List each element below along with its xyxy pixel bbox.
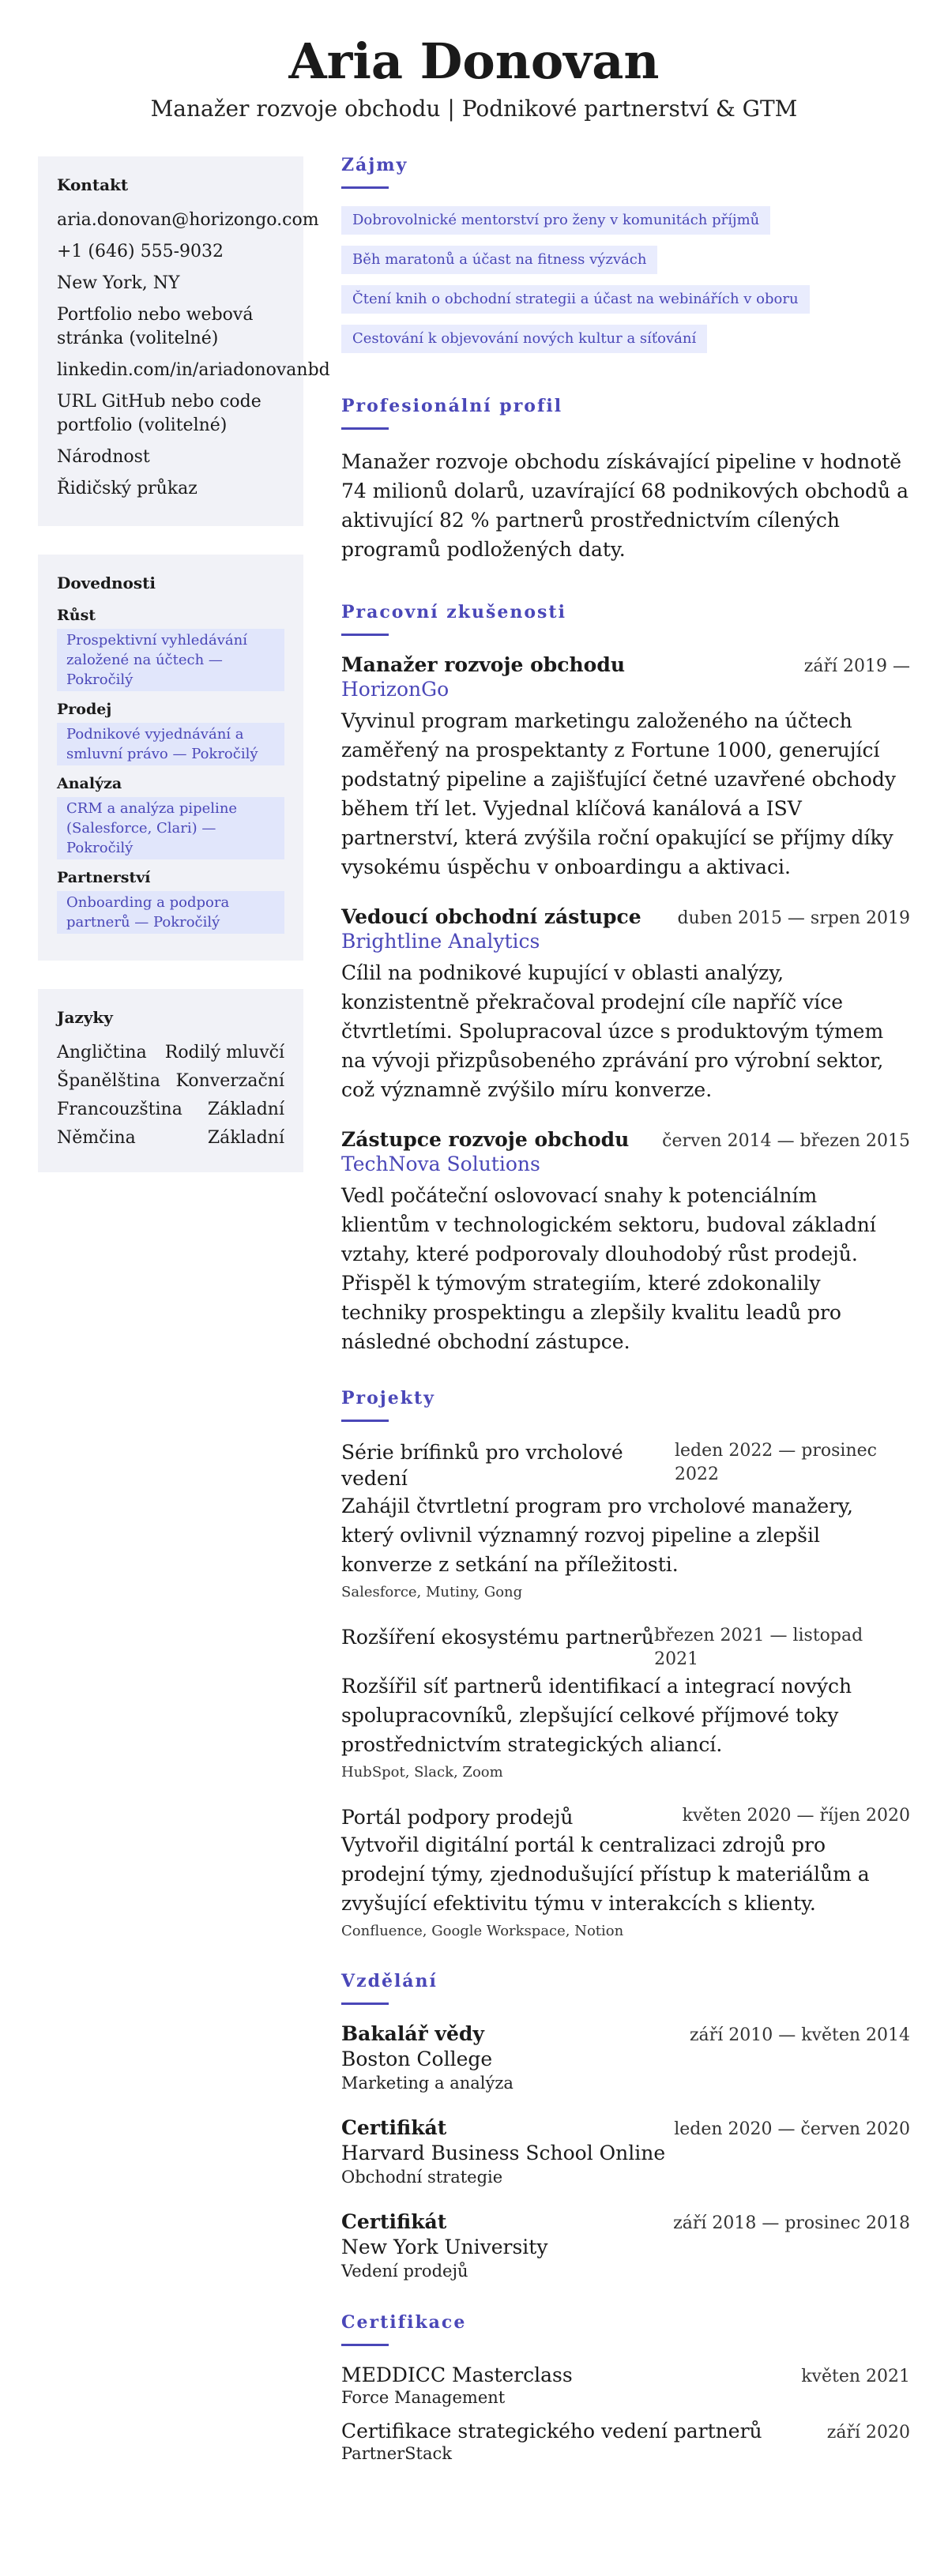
job-description: Vedl počáteční oslovovací snahy k potenciálním klientům v technologickém sektoru, budoval základní vztahy, které podporovaly dlouhodobý růst prodejů. Přispěl k týmovým strategiím, které zdokonalily techniky prospektingu a zlepšily kvalitu leadů pro následné obchodní zástupce. bbox=[341, 1184, 876, 1353]
education-entry bbox=[341, 2116, 910, 2187]
interests-section bbox=[341, 155, 910, 364]
profile-title: Profesionální profil bbox=[341, 396, 563, 416]
section-divider bbox=[341, 634, 389, 636]
project-description: Vytvořil digitální portál k centralizaci zdrojů pro prodejní týmy, zjednodušující přístup k materiálům a zvyšující efektivitu týmu v interakcích s klienty. bbox=[341, 1833, 870, 1915]
job-dates: duben 2015 — srpen 2019 bbox=[677, 908, 910, 928]
project-entry bbox=[341, 1804, 910, 1939]
main-content bbox=[341, 155, 910, 2476]
resume-header bbox=[0, 0, 948, 123]
experience-title: Pracovní zkušenosti bbox=[341, 602, 566, 622]
certification-entry bbox=[341, 2420, 910, 2463]
certifications-title: Certifikace bbox=[341, 2312, 467, 2333]
job-company: TechNova Solutions bbox=[341, 1153, 540, 1175]
language-name: Němčina bbox=[57, 1128, 136, 1148]
education-entry bbox=[341, 2210, 910, 2281]
language-level: Základní bbox=[207, 1100, 284, 1119]
contact-linkedin[interactable]: linkedin.com/in/ariadonovanbd bbox=[57, 360, 330, 380]
project-tech-stack: Salesforce, Mutiny, Gong bbox=[341, 1584, 523, 1600]
sidebar bbox=[38, 156, 330, 1201]
projects-section bbox=[341, 1388, 910, 1939]
project-description: Rozšířil síť partnerů identifikací a integrací nových spolupracovníků, zlepšující celkové příjmové toky prostřednictvím strategických aliancí. bbox=[341, 1675, 852, 1756]
job-company: HorizonGo bbox=[341, 678, 450, 701]
section-divider bbox=[341, 2344, 389, 2346]
certification-entry bbox=[341, 2364, 910, 2407]
project-title: Série brífinků pro vrcholové vedení bbox=[341, 1441, 623, 1490]
job-description: Vyvinul program marketingu založeného na účtech zaměřený na prospektanty z Fortune 1000, generující podstatný pipeline a zajišťující četné uzavřené obchody během tří let. Vyjednal klíčová kanálová a ISV partnerství, která zvýšila roční opakující se příjmy díky vysokému úspěchu v onboardingu a aktivaci. bbox=[341, 709, 896, 878]
education-dates: září 2018 — prosinec 2018 bbox=[673, 2213, 910, 2233]
skill-tag: Prospektivní vyhledávání založené na účtech — Pokročilý bbox=[57, 629, 284, 691]
skill-group-name: Partnerství bbox=[57, 869, 151, 886]
certification-issuer: PartnerStack bbox=[341, 2444, 453, 2463]
education-field: Marketing a analýza bbox=[341, 2074, 514, 2093]
language-name: Angličtina bbox=[57, 1043, 147, 1062]
education-school: New York University bbox=[341, 2236, 548, 2258]
job-dates: září 2019 — bbox=[803, 656, 910, 676]
experience-section bbox=[341, 602, 910, 1356]
interest-tag: Dobrovolnické mentorství pro ženy v komunitách příjmů bbox=[341, 206, 770, 235]
skill-group-name: Růst bbox=[57, 607, 96, 624]
job-title: Vedoucí obchodní zástupce bbox=[341, 905, 641, 928]
contact-phone[interactable]: +1 (646) 555-9032 bbox=[57, 242, 224, 261]
projects-title: Projekty bbox=[341, 1388, 435, 1408]
education-section bbox=[341, 1971, 910, 2281]
project-entry bbox=[341, 1439, 910, 1600]
language-row bbox=[57, 1041, 284, 1065]
education-dates: září 2010 — květen 2014 bbox=[689, 2025, 910, 2045]
education-title: Vzdělání bbox=[341, 1971, 438, 1991]
interest-tag: Cestování k objevování nových kultur a síťování bbox=[341, 325, 707, 353]
project-dates: březen 2021 — listopad 2021 bbox=[654, 1626, 863, 1669]
education-school: Harvard Business School Online bbox=[341, 2142, 666, 2164]
contact-portfolio[interactable]: Portfolio nebo webová stránka (volitelné) bbox=[57, 305, 254, 348]
language-level: Základní bbox=[207, 1128, 284, 1148]
project-entry bbox=[341, 1624, 910, 1781]
contact-location: New York, NY bbox=[57, 273, 180, 293]
job-company: Brightline Analytics bbox=[341, 930, 540, 953]
skill-group bbox=[57, 869, 284, 934]
education-degree: Certifikát bbox=[341, 2116, 447, 2139]
profile-section bbox=[341, 396, 910, 564]
language-level: Konverzační bbox=[175, 1071, 284, 1091]
job-description: Cílil na podnikové kupující v oblasti analýzy, konzistentně překračoval prodejní cíle napříč více čtvrtletími. Spolupracoval úzce s produktovým týmem na vývoji přizpůsobeného zprávání pro výrobní sektor, což významně zvýšilo míru konverze. bbox=[341, 961, 884, 1101]
education-degree: Certifikát bbox=[341, 2210, 447, 2233]
skill-tag: Onboarding a podpora partnerů — Pokročilý bbox=[57, 891, 284, 934]
interests-title: Zájmy bbox=[341, 155, 408, 175]
skill-group bbox=[57, 607, 284, 691]
certification-name: MEDDICC Masterclass bbox=[341, 2364, 573, 2386]
skill-tag: Podnikové vyjednávání a smluvní právo — Pokročilý bbox=[57, 723, 284, 765]
candidate-name: Aria Donovan bbox=[288, 32, 660, 90]
language-row bbox=[57, 1070, 284, 1093]
education-degree: Bakalář vědy bbox=[341, 2022, 484, 2045]
job-title: Manažer rozvoje obchodu bbox=[341, 653, 626, 676]
contact-driving-license: Řidičský průkaz bbox=[57, 479, 198, 498]
interest-tag: Čtení knih o obchodní strategii a účast na webinářích v oboru bbox=[341, 285, 810, 314]
contact-card bbox=[38, 156, 330, 526]
section-divider bbox=[341, 2003, 389, 2005]
project-title: Rozšíření ekosystému partnerů bbox=[341, 1626, 654, 1649]
language-row bbox=[57, 1098, 284, 1122]
skill-group-name: Prodej bbox=[57, 701, 112, 718]
section-divider bbox=[341, 1420, 389, 1422]
project-tech-stack: HubSpot, Slack, Zoom bbox=[341, 1764, 503, 1781]
skills-card bbox=[38, 555, 303, 961]
project-dates: leden 2022 — prosinec 2022 bbox=[675, 1441, 877, 1484]
certification-date: květen 2021 bbox=[801, 2367, 910, 2386]
job-title: Zástupce rozvoje obchodu bbox=[341, 1128, 630, 1151]
project-tech-stack: Confluence, Google Workspace, Notion bbox=[341, 1923, 624, 1939]
job-entry bbox=[341, 905, 910, 1104]
skill-tag: CRM a analýza pipeline (Salesforce, Clari) — Pokročilý bbox=[57, 797, 284, 859]
language-row bbox=[57, 1126, 284, 1150]
languages-card bbox=[38, 989, 303, 1172]
skills-title: Dovednosti bbox=[57, 573, 156, 592]
contact-title: Kontakt bbox=[57, 175, 129, 194]
certification-name: Certifikace strategického vedení partnerů bbox=[341, 2420, 762, 2442]
certifications-section bbox=[341, 2312, 910, 2463]
language-level: Rodilý mluvčí bbox=[164, 1043, 284, 1062]
project-dates: květen 2020 — říjen 2020 bbox=[682, 1806, 910, 1826]
interest-tag: Běh maratonů a účast na fitness výzvách bbox=[341, 246, 657, 274]
languages-title: Jazyky bbox=[57, 1008, 113, 1027]
job-entry bbox=[341, 653, 910, 882]
contact-email[interactable]: aria.donovan@horizongo.com bbox=[57, 210, 319, 230]
language-name: Francouzština bbox=[57, 1100, 182, 1119]
certification-date: září 2020 bbox=[826, 2423, 910, 2442]
project-description: Zahájil čtvrtletní program pro vrcholové manažery, který ovlivnil významný rozvoj pipeline a zlepšil konverze z setkání na příležitosti. bbox=[341, 1495, 853, 1576]
skill-group bbox=[57, 775, 284, 859]
contact-nationality: Národnost bbox=[57, 447, 150, 467]
project-title: Portál podpory prodejů bbox=[341, 1806, 574, 1829]
education-field: Obchodní strategie bbox=[341, 2168, 503, 2187]
skill-group-name: Analýza bbox=[57, 775, 122, 792]
candidate-headline: Manažer rozvoje obchodu | Podnikové partnerství & GTM bbox=[150, 96, 798, 122]
education-dates: leden 2020 — červen 2020 bbox=[674, 2119, 910, 2139]
skill-group bbox=[57, 701, 284, 765]
job-dates: červen 2014 — březen 2015 bbox=[662, 1131, 910, 1151]
profile-summary: Manažer rozvoje obchodu získávající pipeline v hodnotě 74 milionů dolarů, uzavírající 68 podnikových obchodů a aktivující 82 % partnerů prostřednictvím cílených programů podložených daty. bbox=[341, 450, 908, 561]
education-entry bbox=[341, 2022, 910, 2093]
language-name: Španělština bbox=[57, 1071, 160, 1091]
section-divider bbox=[341, 186, 389, 189]
certification-issuer: Force Management bbox=[341, 2388, 506, 2407]
job-entry bbox=[341, 1128, 910, 1356]
contact-github[interactable]: URL GitHub nebo code portfolio (volitelné) bbox=[57, 392, 261, 435]
education-school: Boston College bbox=[341, 2048, 493, 2070]
education-field: Vedení prodejů bbox=[341, 2262, 468, 2281]
section-divider bbox=[341, 427, 389, 430]
